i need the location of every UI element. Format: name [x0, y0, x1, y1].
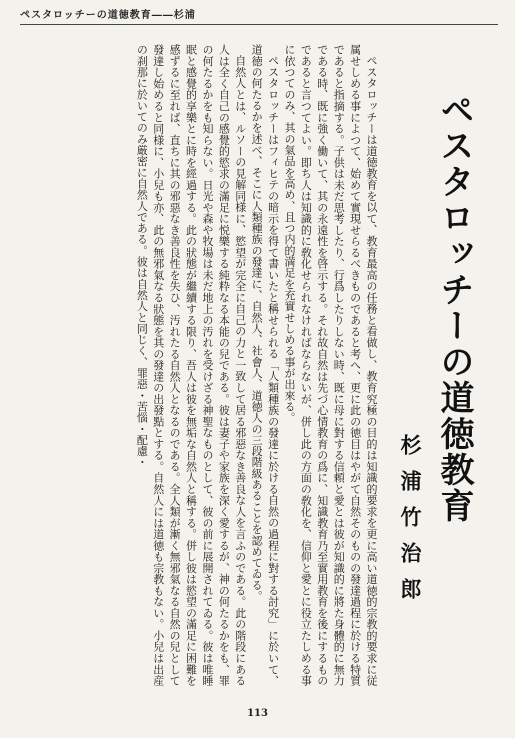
body-paragraph: ペスタロッチーは道徳教育を以て、教育最高の任務と看做し、教育究極の目的は知識的要求を更に高い道徳的宗教的要求に従属せしめる事によつて、始めて實現せらるべきものであると考へ、更に此の徳目はやがて自然そのものの發達過程に於ける特質であると指摘する。子供は未だ思考したり、行爲したりしない時、既に母に對する信頼と愛とは彼が知識的に將た身體的に無力である時、既に強く働いて、其の永遠性を啓示する。それ故自然は先づ心情教育の爲に、知識教育乃至實用教育を後にするものであると言つてよい。即ち人は知識的に敎化せられなければならないが、併し此の方面の敎化を、信仰と愛とに役立たしめる事に依つてのみ、其の氣品を高め、且つ内的満足を充實せしめる事が出來る。: [282, 44, 378, 686]
author-name: 杉浦竹治郎: [398, 434, 423, 614]
article-title: ペスタロッチーの道徳教育: [434, 92, 474, 524]
page-number: 113: [247, 708, 268, 719]
body-paragraph: ペスタロッチーはフィヒテの暗示を得て書いたと稱せられる「人類種族の發達に於ける自然の過程に對する討究」に於いて、道徳の何たるかを述べ、そこに人類種族の發達に、自然人、社會人、道徳人の三段階級あることを認めてゐる。: [250, 44, 280, 686]
header-rule: [20, 24, 498, 25]
body-paragraph: 自然人とは、ルソーの見解同様に、慾望が完全に自己の力と一致して居る邪惡なき善良な人を言ふのである。此の階段にある人は全く自己の感覺的慾求の滿足に悦樂する純粋なる本能の兒である。彼は妻子や家族を深く愛するが、神の何たるかをも、罪の何たるかをも知らない。日光や森や牧場は未だ地上の汚れを受けざる神聖なものとして、彼の前に展開されてゐる。彼は唯睡眠と感覺的享樂とに時を經過する。此の狀態が繼續する限り、吾人は彼を無垢な自然人と稱する。併し彼は慾望の滿足に困難を感ずるに至れば、直ちに其の邪惡なき善良性を失ひ、汚れたる自然人となるのである。全人類が漸く無邪氣なる自然の兒として發達し始めると同様に、小兒も亦、此の無邪氣なる狀態を其の發達の出發點とする。自然人には道徳も宗教もない。小兒は出産の刹那に於いてのみ厳密に自然人である。彼は自然人と同じく、罪惡・苦惱・配慮・: [135, 44, 247, 686]
article-body: [133, 44, 379, 686]
running-header: ペスタロッチーの道徳教育――杉浦: [20, 10, 196, 21]
